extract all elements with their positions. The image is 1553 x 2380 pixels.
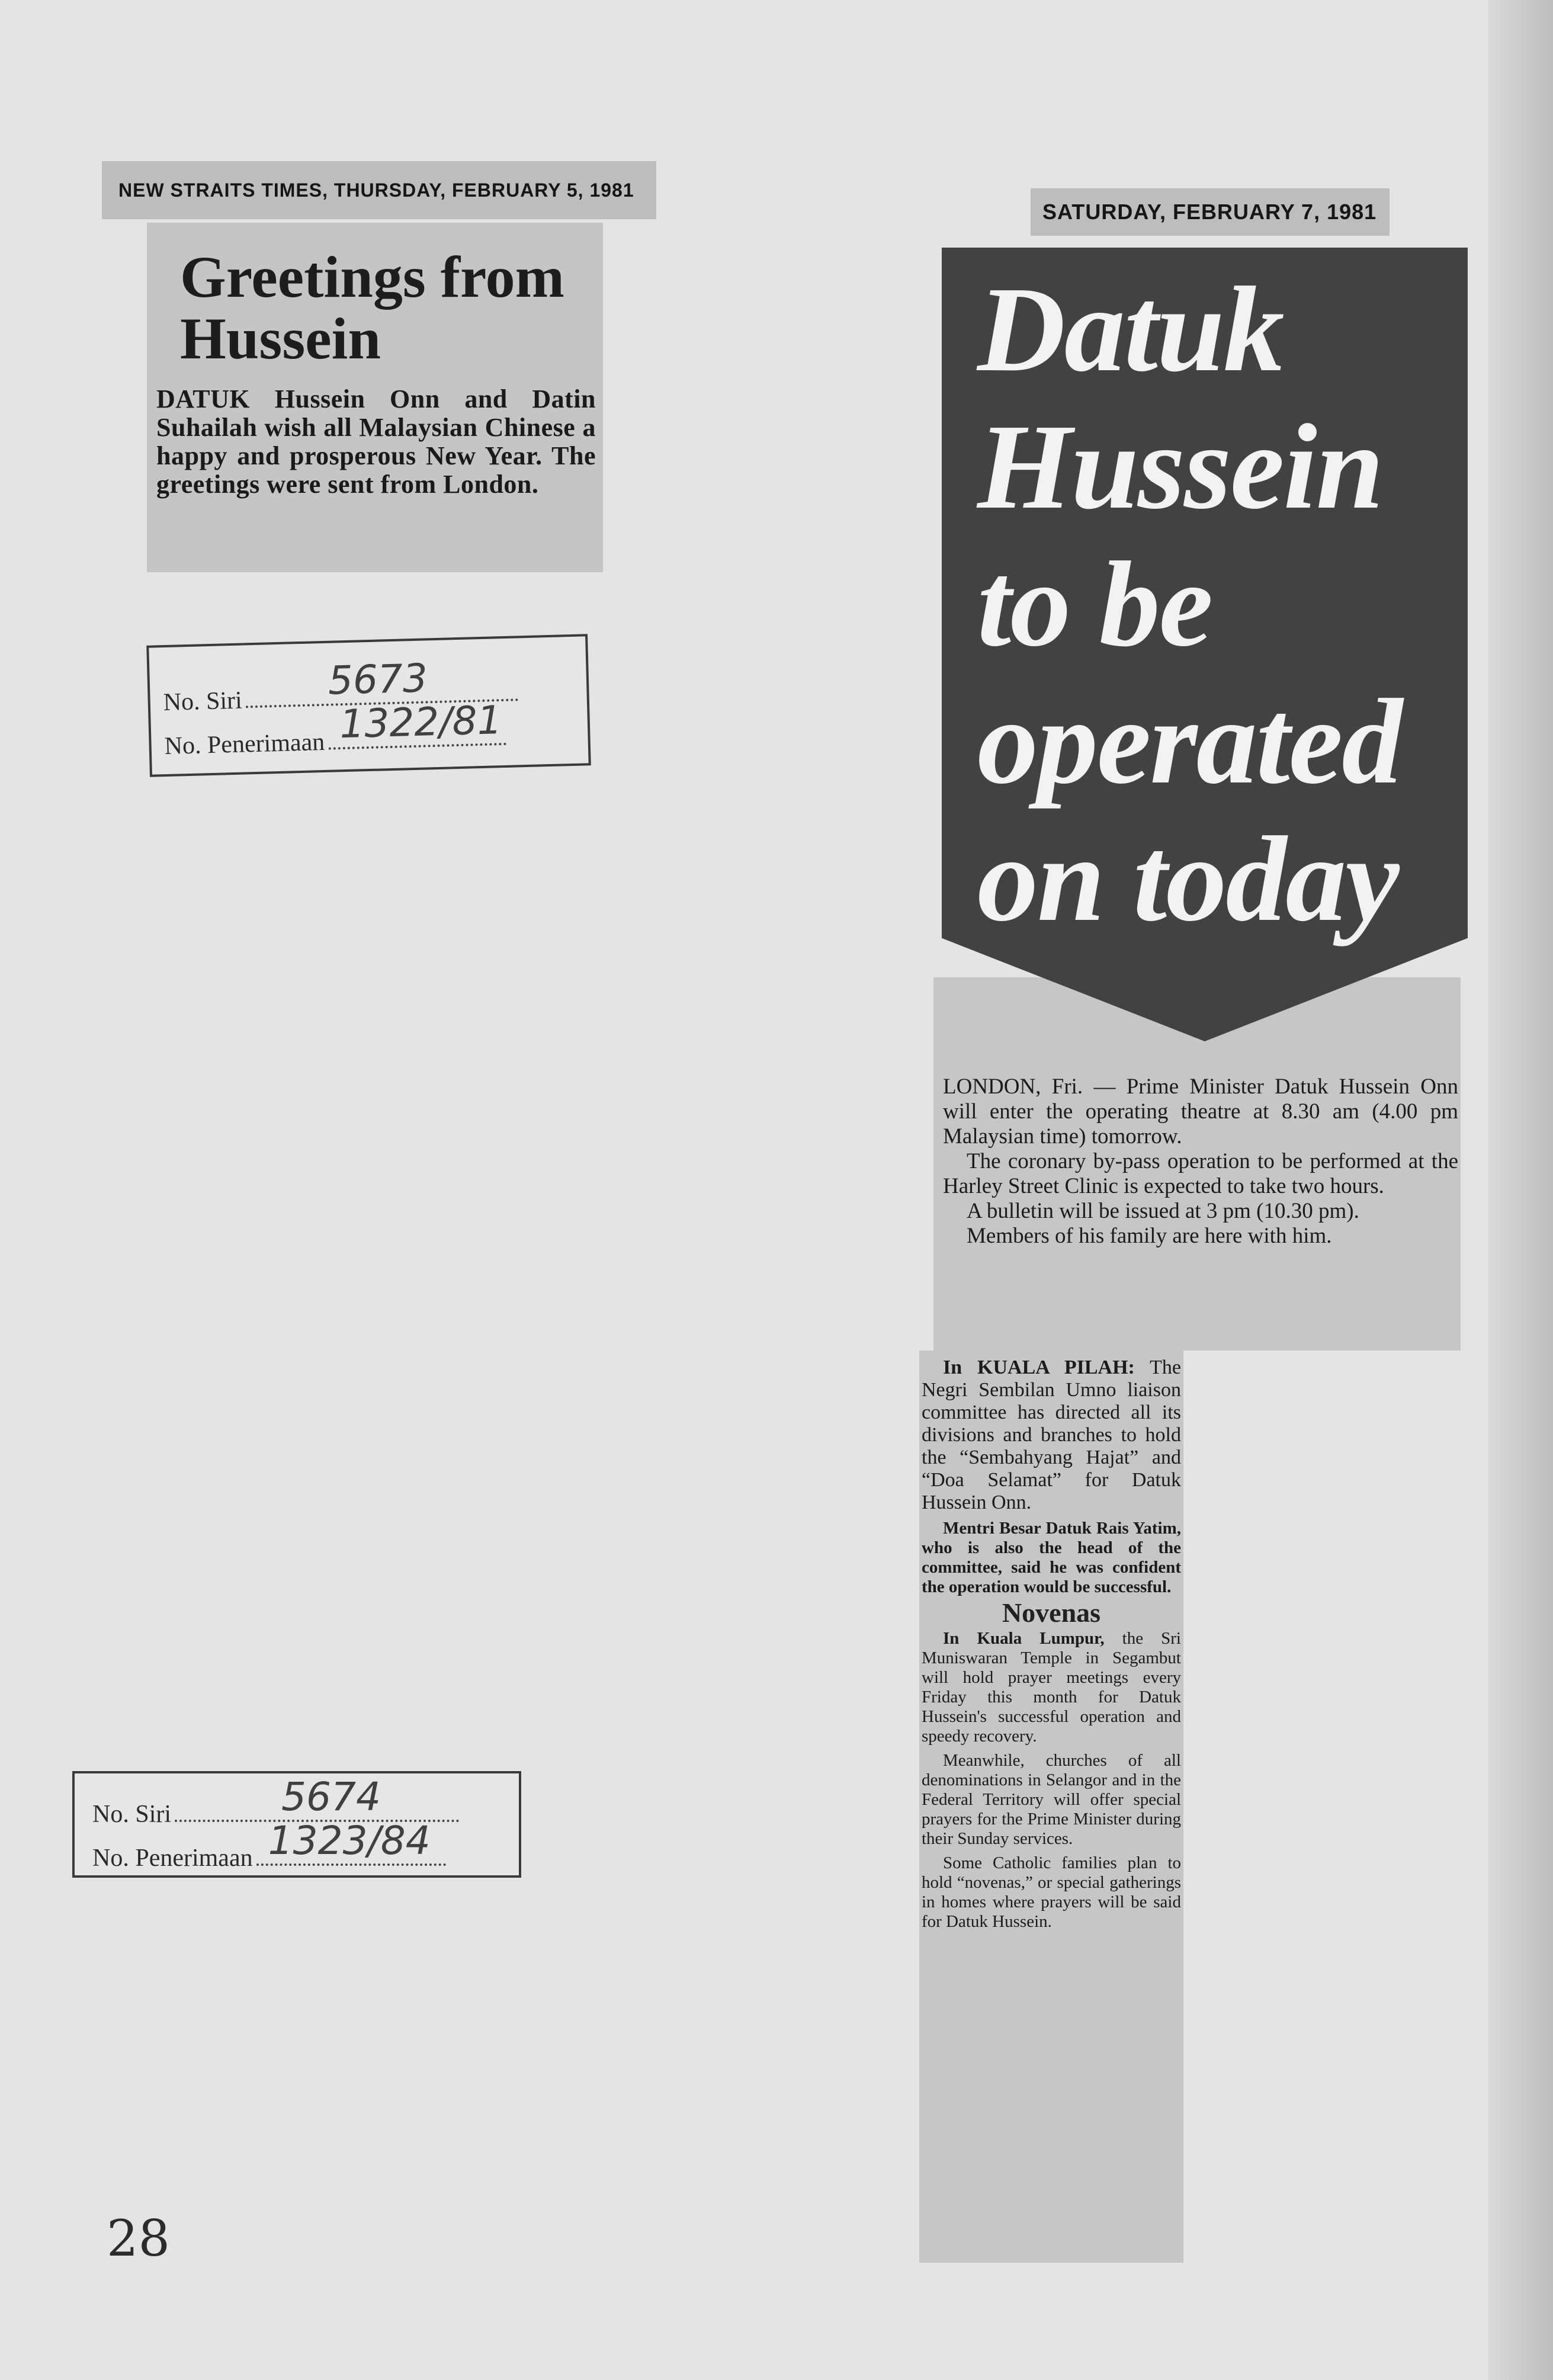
stamp-penerimaan-value: 1323/84 (268, 1818, 431, 1863)
stamp-penerimaan-label: No. Penerimaan (92, 1845, 253, 1872)
lead-paragraph: LONDON, Fri. — Prime Minister Datuk Hussein Onn will enter the operating theatre at 8.30 am (4.00 pm Malaysian time) tomorrow. (943, 1074, 1458, 1149)
stamp-penerimaan-row (92, 1818, 519, 1878)
greetings-body: DATUK Hussein Onn and Datin Suhailah wish all Malaysian Chinese a happy and prosperous New Year. The greetings were sent from London. (156, 384, 596, 499)
kuala-pilah-body: The Negri Sembilan Umno liaison committee has directed all its divisions and branches to hold the “Sembahyang Hajat” and “Doa Selamat” for Datuk Hussein Onn. (922, 1356, 1181, 1513)
stamp-penerimaan-value: 1322/81 (339, 697, 503, 748)
lead-paragraph: A bulletin will be issued at 3 pm (10.30 pm). (967, 1199, 1359, 1223)
dateline-saturday: SATURDAY, FEBRUARY 7, 1981 (1031, 188, 1390, 236)
stamp-siri-label: No. Siri (163, 687, 243, 717)
kuala-lumpur-body: the Sri Muniswaran Temple in Segambut will hold prayer meetings every Friday this month for Datuk Hussein's successful operation and speedy recovery. (922, 1629, 1181, 1746)
greetings-clipping (147, 223, 603, 572)
archive-stamp-1 (146, 634, 591, 777)
hussein-headline: Datuk Hussein to be operated on today (977, 261, 1402, 947)
novenas-subhead: Novenas (1002, 1598, 1101, 1628)
hussein-lead-text (943, 1074, 1458, 1249)
lead-paragraph: The coronary by-pass operation to be performed at the Harley Street Clinic is expected to take two hours. (943, 1149, 1458, 1198)
kuala-pilah-intro: In KUALA PILAH: (943, 1356, 1135, 1378)
page-number: 28 (107, 2209, 170, 2267)
page-edge-shadow (1488, 0, 1553, 2380)
kuala-lumpur-intro: In Kuala Lumpur, (943, 1629, 1105, 1648)
greetings-headline: Greetings from Hussein (180, 244, 564, 371)
churches-paragraph: Meanwhile, churches of all denominations in Selangor and in the Federal Territory will offer special prayers for the Prime Minister during their Sunday services. (922, 1751, 1181, 1848)
kuala-pilah-paragraph (922, 1356, 1181, 1514)
dateline-new-straits-times: NEW STRAITS TIMES, THURSDAY, FEBRUARY 5, 1981 (102, 161, 656, 219)
hussein-column-text (922, 1356, 1181, 1936)
mentri-besar-paragraph: Mentri Besar Datuk Rais Yatim, who is also the head of the committee, said he was confident the operation would be successful. (922, 1519, 1181, 1596)
stamp-siri-label: No. Siri (92, 1801, 172, 1828)
stamp-siri-value: 5674 (281, 1774, 381, 1820)
lead-paragraph: Members of his family are here with him. (967, 1224, 1332, 1248)
archive-stamp-2 (72, 1771, 521, 1878)
kuala-lumpur-paragraph (922, 1629, 1181, 1746)
stamp-siri-value: 5673 (327, 655, 428, 704)
catholic-paragraph: Some Catholic families plan to hold “novenas,” or special gatherings in homes where prayers will be said for Datuk Hussein. (922, 1853, 1181, 1931)
stamp-penerimaan-label: No. Penerimaan (164, 728, 325, 761)
